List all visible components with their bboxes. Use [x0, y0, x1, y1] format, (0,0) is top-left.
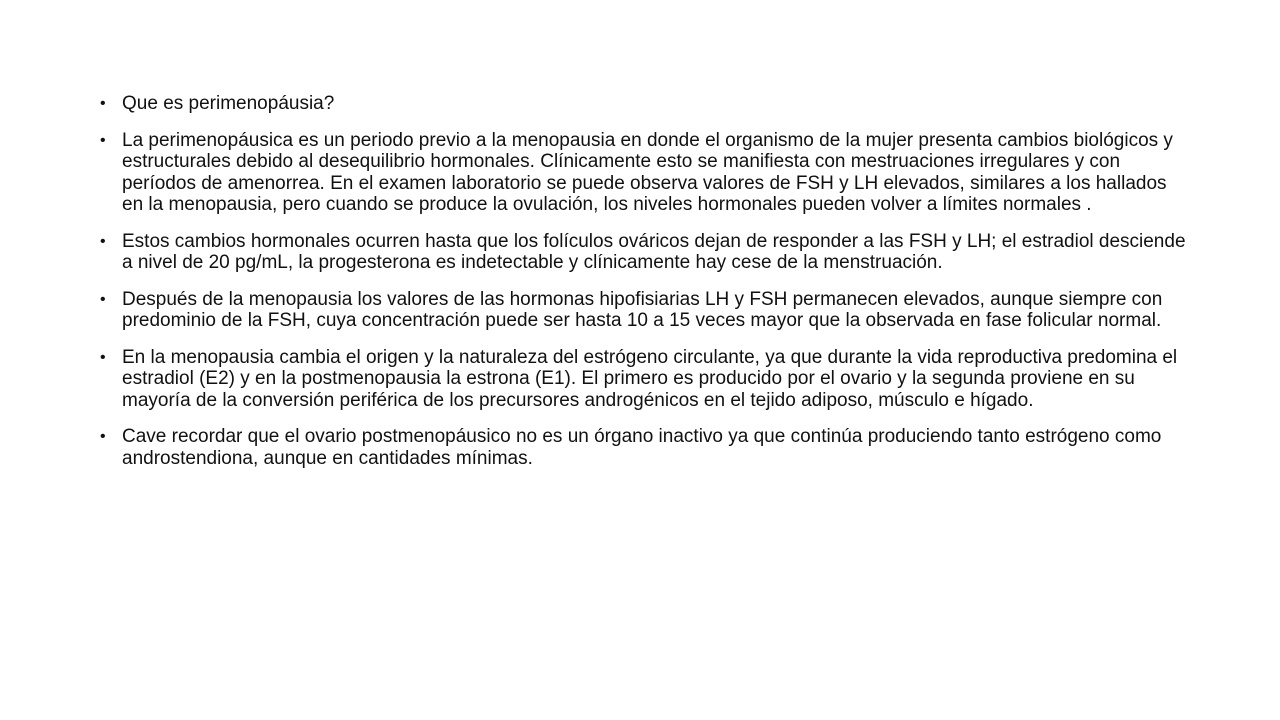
- bullet-icon: •: [100, 290, 106, 308]
- bullet-item-hormonal-changes: [100, 231, 1190, 274]
- bullet-list: [100, 93, 1190, 484]
- bullet-icon: •: [100, 232, 106, 250]
- bullet-icon: •: [100, 131, 106, 149]
- bullet-text: Cave recordar que el ovario postmenopáusico no es un órgano inactivo ya que continúa produciendo tanto estrógeno como androstendiona, aunque en cantidades mínimas.: [122, 426, 1162, 469]
- bullet-item-question: [100, 93, 1190, 115]
- bullet-text: Después de la menopausia los valores de las hormonas hipofisiarias LH y FSH permanecen elevados, aunque siempre con predominio de la FSH, cuya concentración puede ser hasta 10 a 15 veces mayor que la observada en fase folicular normal.: [122, 288, 1163, 331]
- bullet-text: La perimenopáusica es un periodo previo a la menopausia en donde el organismo de la mujer presenta cambios biológicos y estructurales debido al desequilibrio hormonales. Clínicamente esto se manifiesta con mestruaciones irregulares y con períodos de amenorrea. En el examen laboratorio se puede observa valores de FSH y LH elevados, similares a los hallados en la menopausia, pero cuando se produce la ovulación, los niveles hormonales pueden volver a límites normales .: [122, 129, 1173, 215]
- bullet-item-post-menopause: [100, 289, 1190, 332]
- bullet-icon: •: [100, 348, 106, 366]
- bullet-item-definition: [100, 130, 1190, 216]
- bullet-item-estrogen: [100, 347, 1190, 412]
- bullet-icon: •: [100, 428, 106, 445]
- bullet-text: En la menopausia cambia el origen y la naturaleza del estrógeno circulante, ya que durante la vida reproductiva predomina el estradiol (E2) y en la postmenopausia la estrona (E1). El primero es producido por el ovario y la segunda proviene en su mayoría de la conversión periférica de los precursores androgénicos en el tejido adiposo, músculo e hígado.: [122, 346, 1178, 411]
- bullet-icon: •: [100, 95, 106, 112]
- bullet-text: Que es perimenopáusia?: [122, 93, 335, 114]
- bullet-text: Estos cambios hormonales ocurren hasta que los folículos ováricos dejan de responder a las FSH y LH; el estradiol desciende a nivel de 20 pg/mL, la progesterona es indetectable y clínicamente hay cese de la menstruación.: [122, 230, 1186, 273]
- bullet-item-ovary: [100, 426, 1190, 469]
